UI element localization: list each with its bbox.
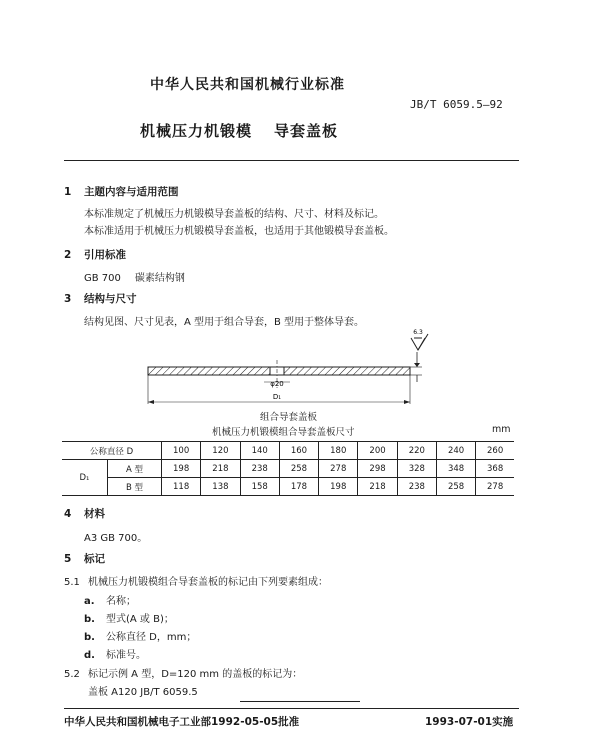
table-cell: 198	[319, 478, 358, 496]
section-number: 5	[64, 553, 72, 565]
section-4-heading	[64, 506, 105, 521]
list-key: d.	[84, 650, 95, 661]
list-item	[84, 628, 196, 643]
approval-line: 中华人民共和国机械电子工业部1992-05-05批准	[64, 716, 300, 728]
table-row	[62, 478, 514, 496]
hole-diameter-label: φ20	[270, 380, 284, 388]
cover-plate-drawing	[130, 322, 440, 412]
table-title: 机械压力机锻模组合导套盖板尺寸	[212, 427, 355, 438]
table-cell: 120	[201, 442, 240, 460]
section-3-para: 结构见图、尺寸见表，A 型用于组合导套，B 型用于整体导套。	[84, 317, 365, 328]
section-title: 材料	[84, 508, 105, 520]
list-key: b.	[84, 632, 95, 643]
table-cell: 138	[201, 478, 240, 496]
section-1-para-2: 本标准适用于机械压力机锻模导套盖板，也适用于其他锻模导套盖板。	[84, 226, 394, 237]
roughness-symbol	[411, 329, 428, 350]
list-text: 名称；	[106, 596, 136, 607]
table-cell: 278	[476, 478, 514, 496]
header-rule	[64, 160, 519, 161]
d1-dimension-label: D₁	[272, 393, 282, 401]
list-key: b.	[84, 614, 95, 625]
page-title	[140, 120, 338, 141]
title-main: 机械压力机锻模	[140, 122, 253, 140]
section-number: 1	[64, 186, 72, 198]
table-cell: 180	[319, 442, 358, 460]
table-cell: 200	[358, 442, 397, 460]
title-sub: 导套盖板	[274, 122, 339, 140]
table-cell: 140	[240, 442, 279, 460]
table-row	[62, 460, 514, 478]
table-cell: 348	[436, 460, 475, 478]
section-number: 3	[64, 293, 72, 305]
section-title: 引用标准	[84, 249, 126, 261]
table-cell: 278	[319, 460, 358, 478]
table-cell: 178	[279, 478, 318, 496]
table-cell: 240	[436, 442, 475, 460]
reference-code: GB 700	[84, 273, 121, 284]
section-title: 主题内容与适用范围	[84, 186, 179, 198]
clause-text: 机械压力机锻模组合导套盖板的标记由下列要素组成：	[88, 577, 328, 588]
table-cell: 298	[358, 460, 397, 478]
table-cell: 238	[240, 460, 279, 478]
clause-text: 标记示例 A 型，D=120 mm 的盖板的标记为：	[88, 669, 303, 680]
drawing-caption: 组合导套盖板	[260, 412, 318, 423]
list-key: a.	[84, 596, 95, 607]
implementation-date: 1993-07-01实施	[425, 716, 514, 728]
table-cell: 158	[240, 478, 279, 496]
table-cell: 238	[397, 478, 436, 496]
table-cell: 218	[358, 478, 397, 496]
list-item	[84, 610, 174, 625]
clause-number: 5.1	[64, 577, 80, 588]
table-cell: 260	[476, 442, 514, 460]
section-number: 2	[64, 249, 72, 261]
table-cell: 160	[279, 442, 318, 460]
list-item	[84, 592, 136, 607]
footer-rule	[64, 708, 519, 709]
clause-5-2	[64, 665, 302, 680]
row-header-type-a: A 型	[108, 460, 162, 478]
section-title: 标记	[84, 553, 105, 565]
section-5-heading	[64, 551, 105, 566]
list-text: 公称直径 D，mm；	[106, 632, 197, 643]
table-row	[62, 442, 514, 460]
section-number: 4	[64, 508, 72, 520]
standard-category: 中华人民共和国机械行业标准	[150, 77, 345, 93]
clause-5-1	[64, 573, 328, 588]
list-item	[84, 646, 146, 661]
table-cell: 118	[162, 478, 201, 496]
table-cell: 218	[201, 460, 240, 478]
end-rule	[240, 701, 360, 702]
table-cell: 100	[162, 442, 201, 460]
roughness-value: 6.3	[413, 329, 423, 336]
reference-name: 碳素结构钢	[134, 273, 185, 284]
section-1-heading	[64, 184, 179, 199]
table-cell: 198	[162, 460, 201, 478]
row-header-type-b: B 型	[108, 478, 162, 496]
table-cell: 368	[476, 460, 514, 478]
table-cell: 220	[397, 442, 436, 460]
row-header-nominal-diameter: 公称直径 D	[62, 442, 162, 460]
row-header-d1: D₁	[62, 460, 108, 496]
reference-standard	[84, 269, 185, 284]
section-2-heading	[64, 247, 126, 262]
table-cell: 258	[436, 478, 475, 496]
section-title: 结构与尺寸	[84, 293, 137, 305]
list-text: 标准号。	[106, 650, 146, 661]
table-cell: 328	[397, 460, 436, 478]
section-1-para-1: 本标准规定了机械压力机锻模导套盖板的结构、尺寸、材料及标记。	[84, 209, 384, 220]
dimensions-table	[62, 441, 514, 496]
list-text: 型式(A 或 B)；	[106, 614, 174, 625]
section-3-heading	[64, 291, 137, 306]
material-spec: A3 GB 700。	[84, 533, 148, 544]
table-unit: mm	[492, 424, 511, 435]
clause-number: 5.2	[64, 669, 80, 680]
table-cell: 258	[279, 460, 318, 478]
standard-code: JB/T 6059.5—92	[410, 98, 503, 111]
marking-example: 盖板 A120 JB/T 6059.5	[88, 687, 198, 698]
